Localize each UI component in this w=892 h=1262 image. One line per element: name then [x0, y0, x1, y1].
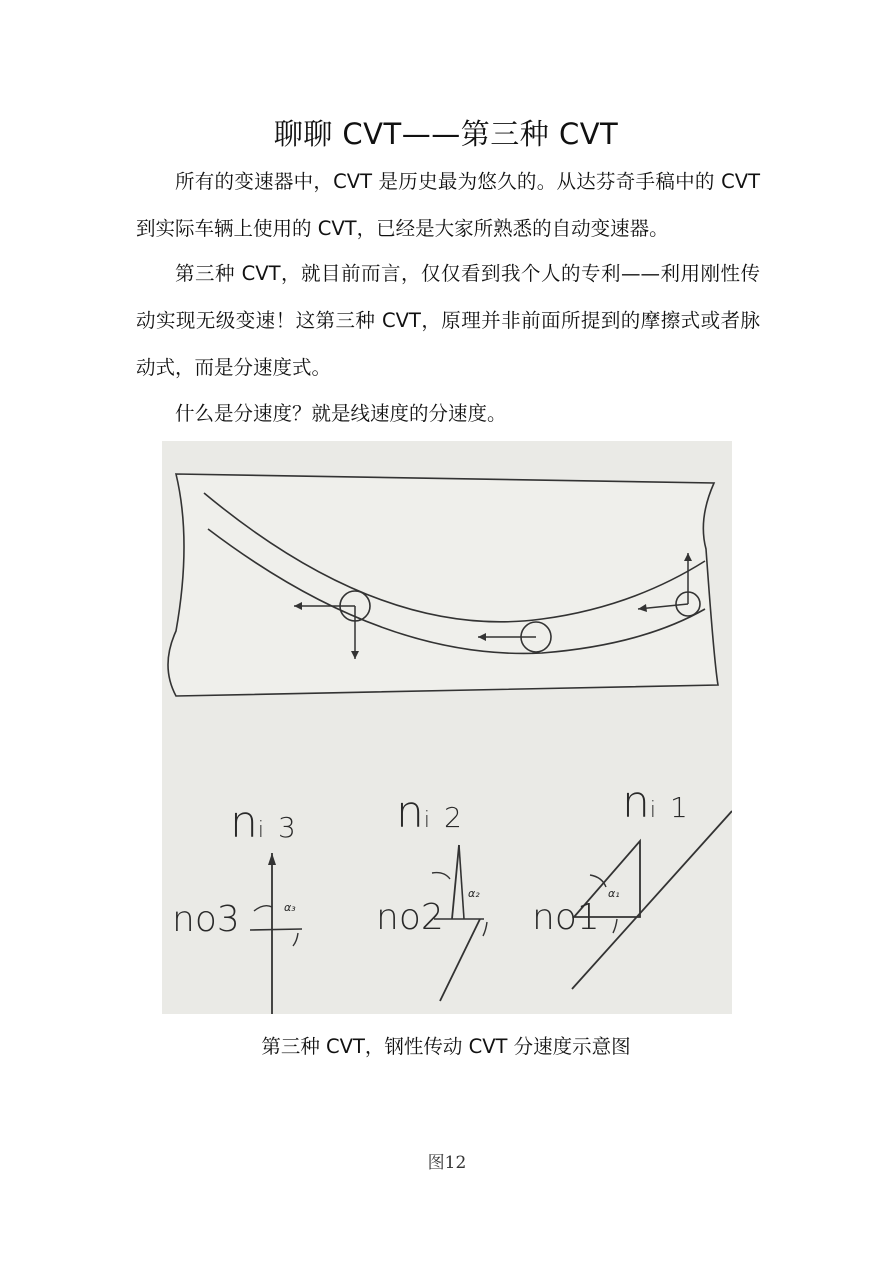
label-ni2	[396, 787, 462, 838]
triangle-side-2	[459, 845, 464, 919]
figure-caption: 第三种 CVT，钢性传动 CVT 分速度示意图	[261, 1035, 631, 1058]
label-alpha3: α₃	[284, 901, 296, 914]
label-no3: no3	[172, 899, 240, 940]
tick-mark-1	[613, 919, 617, 933]
label-ni3-num: 3	[278, 811, 296, 844]
paragraph-intro: 所有的变速器中，CVT 是历史最为悠久的。从达芬奇手稿中的 CVT 到实际车辆上使用的 CVT，已经是大家所熟悉的自动变速器。	[136, 170, 760, 240]
tick-mark-3	[293, 933, 298, 946]
label-alpha1: α₁	[608, 887, 620, 900]
label-ni3-n: n	[230, 797, 258, 848]
tick-mark-2	[483, 922, 487, 936]
angle-mark-1	[590, 875, 606, 887]
paragraph-definition: 什么是分速度？就是线速度的分速度。	[175, 402, 507, 425]
vector-ni2	[452, 845, 459, 919]
vector-no3	[250, 929, 302, 930]
angle-mark-3	[254, 906, 272, 911]
output-line-2	[440, 919, 480, 1001]
label-ni1	[622, 777, 688, 828]
label-ni3	[230, 797, 296, 848]
cvt-figure-drawing	[162, 441, 732, 1014]
panel-outline	[168, 474, 718, 696]
label-ni1-sub: i	[649, 798, 657, 823]
label-alpha2: α₂	[468, 887, 480, 900]
label-ni3-sub: i	[257, 818, 265, 843]
label-ni1-n: n	[622, 777, 650, 828]
label-no2: no2	[376, 897, 444, 938]
arrowhead-ni3	[268, 853, 276, 865]
label-ni2-sub: i	[423, 808, 431, 833]
document-title: 聊聊 CVT——第三种 CVT	[273, 117, 619, 151]
label-ni1-num: 1	[670, 791, 688, 824]
figure-inner-label: 图12	[427, 1153, 467, 1173]
paragraph-third-cvt: 第三种 CVT，就目前而言，仅仅看到我个人的专利——利用刚性传动实现无级变速！这第三种 CVT，原理并非前面所提到的摩擦式或者脉动式，而是分速度式。	[136, 262, 760, 379]
angle-mark-2	[432, 873, 450, 879]
label-ni2-num: 2	[444, 801, 462, 834]
label-no1: no1	[532, 897, 600, 938]
label-ni2-n: n	[396, 787, 424, 838]
